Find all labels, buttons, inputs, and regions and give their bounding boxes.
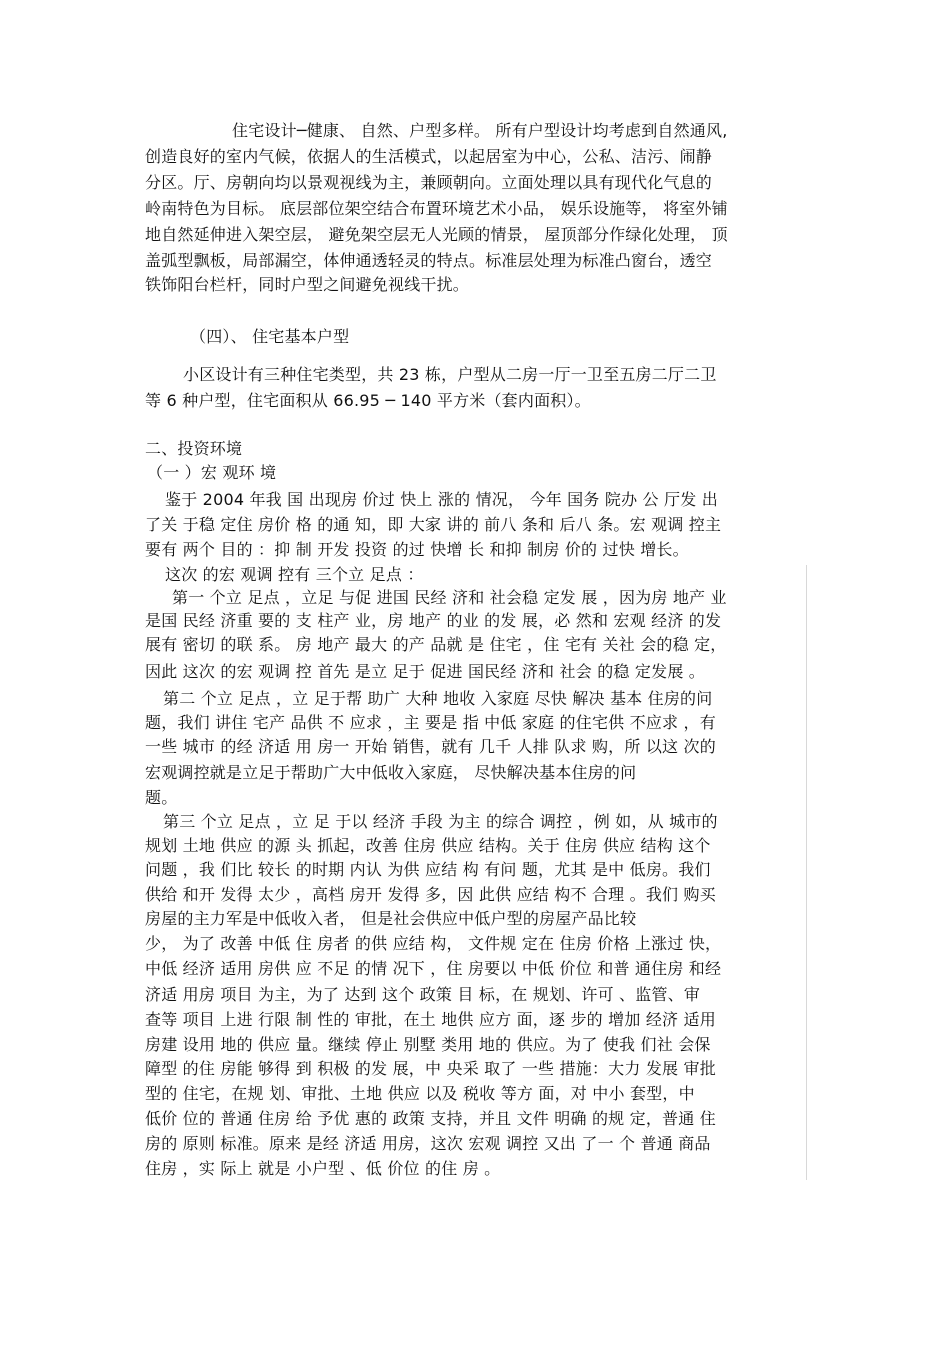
para1-line-7: 铁饰阳台栏杆，同时户型之间避免视线干扰。: [145, 275, 470, 294]
para6-line-11: 障型 的住 房能 够得 到 积极 的发 展，中 央采 取了 一些 措施：大力 发展 审批: [145, 1059, 716, 1078]
para6-line-9: 查等 项目 上进 行限 制 性的 审批，在土 地供 应方 面，逐 步的 增加 经济 适用: [145, 1010, 716, 1029]
margin-rule: [806, 565, 807, 1180]
para6-line-7: 中低 经济 适用 房供 应 不足 的情 况下 ，住 房要以 中低 价位 和普 通住房 和经: [145, 959, 722, 978]
para1-line-4: 岭南特色为目标。 底层部位架空结合布置环境艺术小品， 娱乐设施等， 将室外铺: [145, 199, 728, 218]
para6-line-10: 房建 设用 地的 供应 量。继续 停止 别墅 类用 地的 供应。为了 使我 们社 会保: [145, 1035, 711, 1054]
para6-line-3: 问题 ，我 们比 较长 的时期 内认 为供 应结 构 有问 题，尤其 是中 低房。我们: [145, 860, 711, 879]
para3-line-4: 这次 的宏 观调 控有 三个立 足点 ：: [165, 565, 424, 584]
para5-line-5: 题。: [145, 788, 178, 807]
para1-line-6: 盖弧型飘板，局部漏空，体伸通透轻灵的特点。标准层处理为标准凸窗台，透空: [145, 251, 713, 270]
para3-line-1: 鉴于 2004 年我 国 出现房 价过 快上 涨的 情况， 今年 国务 院办 公 厅发 出: [165, 490, 718, 509]
para1-line-3: 分区。厅、房朝向均以景观视线为主，兼顾朝向。立面处理以具有现代化气息的: [145, 173, 713, 192]
para6-line-6: 少， 为了 改善 中低 住 房者 的供 应结 构， 文件规 定在 住房 价格 上涨过 快，: [145, 934, 722, 953]
para1-line-2: 创造良好的室内气候，依据人的生活模式，以起居室为中心，公私、洁污、闹静: [145, 147, 713, 166]
para4-line-3: 展有 密切 的联 系。 房 地产 最大 的产 品就 是 住宅 ，住 宅有 关社 会的稳 定，: [145, 635, 727, 654]
para6-line-8: 济适 用房 项目 为主，为了 达到 这个 政策 目 标，在 规划、许可 、监管、审: [145, 985, 701, 1004]
para3-line-3: 要有 两个 目的 ：抑 制 开发 投资 的过 快增 长 和抑 制房 价的 过快 增长。: [145, 540, 689, 559]
para5-line-4: 宏观调控就是立足于帮助广大中低收入家庭， 尽快解决基本住房的问: [145, 763, 637, 782]
para6-line-14: 房的 原则 标准。原来 是经 济适 用房，这次 宏观 调控 又出 了一 个 普通 商品: [145, 1134, 711, 1153]
para6-line-5: 房屋的主力军是中低收入者， 但是社会供应中低户型的房屋产品比较: [145, 909, 637, 928]
para1-line-5: 地自然延伸进入架空层， 避免架空层无人光顾的情景， 屋顶部分作绿化处理， 顶: [145, 225, 728, 244]
para4-line-4: 因此 这次 的宏 观调 控 首先 是立 足于 促进 国民经 济和 社会 的稳 定发展 。: [145, 662, 706, 681]
para5-line-3: 一些 城市 的经 济适 用 房一 开始 销售，就有 几千 人排 队求 购，所 以这 次的: [145, 737, 716, 756]
para6-line-12: 型的 住宅，在规 划、审批、土地 供应 以及 税收 等方 面，对 中小 套型，中: [145, 1084, 695, 1103]
para5-line-1: 第二 个立 足点 ，立 足于帮 助广 大种 地收 入家庭 尽快 解决 基本 住房的问: [163, 689, 713, 708]
para1-line-1: 住宅设计─健康、 自然、户型多样。 所有户型设计均考虑到自然通风,: [232, 121, 728, 140]
para6-line-2: 规划 土地 供应 的源 头 抓起，改善 住房 供应 结构。关于 住房 供应 结构 这个: [145, 836, 711, 855]
para4-line-2: 是国 民经 济重 要的 支 柱产 业，房 地产 的业 的发 展，必 然和 宏观 经济 的发: [145, 611, 722, 630]
para2-line-2: 等 6 种户型，住宅面积从 66.95 ─ 140 平方米（套内面积）。: [145, 391, 591, 410]
para5-line-2: 题，我们 讲住 宅产 品供 不 应求 ，主 要是 指 中低 家庭 的住宅供 不应求 ，有: [145, 713, 716, 732]
para6-line-4: 供给 和开 发得 太少 ，高档 房开 发得 多，因 此供 应结 构不 合理 。我们 购买: [145, 885, 716, 904]
para6-line-1: 第三 个立 足点 ，立 足 于以 经济 手段 为主 的综合 调控 ，例 如，从 城市的: [163, 812, 718, 831]
heading-section-4: （四）、 住宅基本户型: [190, 327, 350, 346]
subsection-title-macro-environment: （一 ）宏 观环 境: [147, 463, 277, 482]
para4-line-1: 第一 个立 足点 ，立足 与促 进国 民经 济和 社会稳 定发 展 ，因为房 地产 业: [172, 588, 727, 607]
section-title-investment-environment: 二、投资环境: [145, 439, 243, 458]
para2-line-1: 小区设计有三种住宅类型，共 23 栋，户型从二房一厅一卫至五房二厅二卫: [183, 365, 717, 384]
para3-line-2: 了关 于稳 定住 房价 格 的通 知，即 大家 讲的 前八 条和 后八 条。宏 观调 控主: [145, 515, 722, 534]
para6-line-15: 住房 ，实 际上 就是 小户型 、低 价位 的住 房 。: [145, 1159, 501, 1178]
para6-line-13: 低价 位的 普通 住房 给 予优 惠的 政策 支持，并且 文件 明确 的规 定，普通 住: [145, 1109, 716, 1128]
